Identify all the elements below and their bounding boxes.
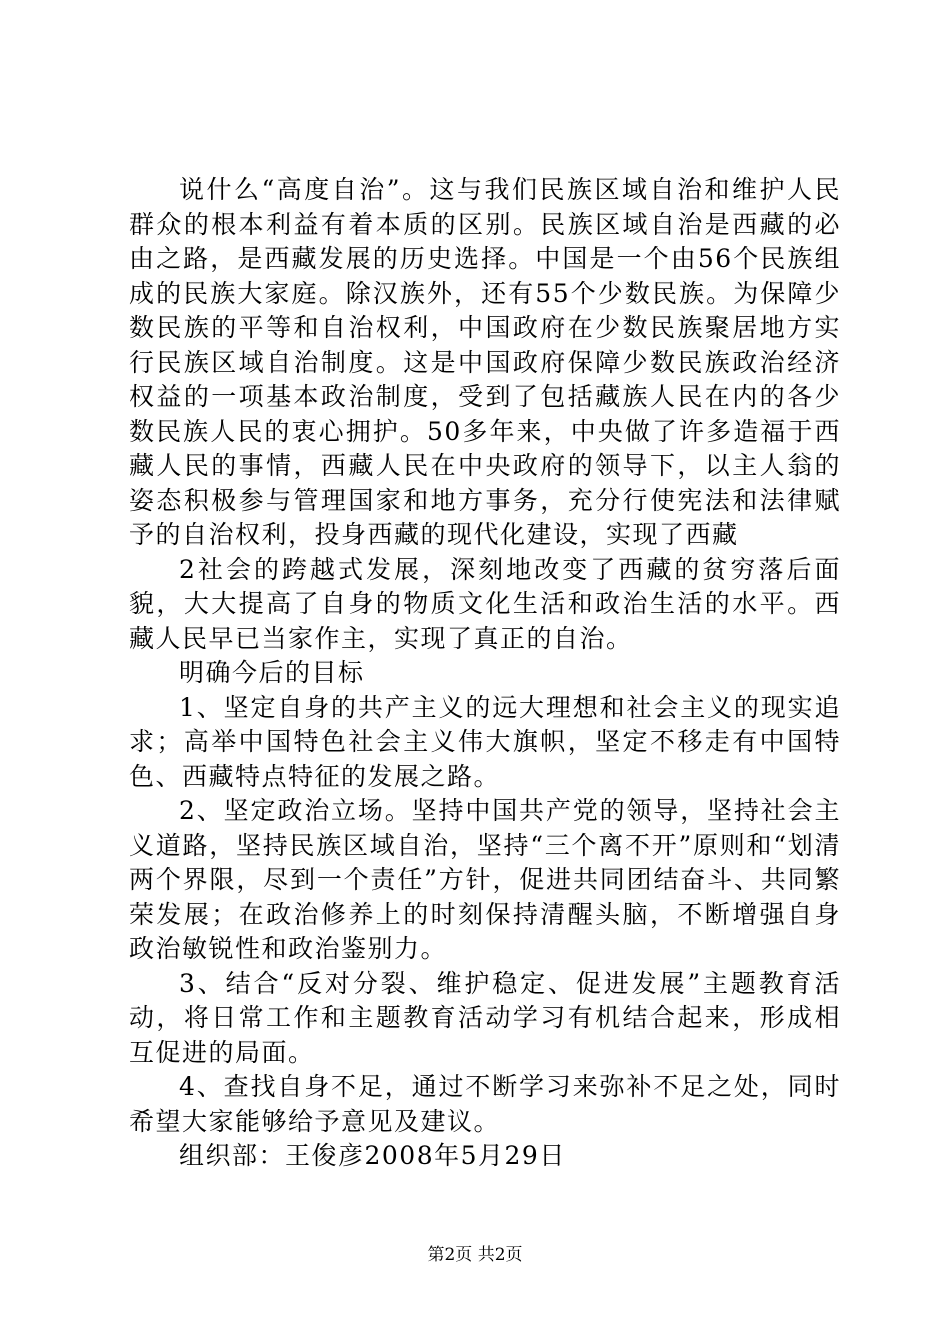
goal-item-4: 4、查找自身不足，通过不断学习来弥补不足之处，同时希望大家能够给予意见及建议。	[129, 1072, 841, 1136]
goal-item-1: 1、坚定自身的共产主义的远大理想和社会主义的现实追求；高举中国特色社会主义伟大旗帜，坚定不移走有中国特色、西藏特点特征的发展之路。	[129, 692, 841, 791]
page-number-footer: 第2页 共2页	[427, 1245, 523, 1265]
paragraph-intro: 说什么“高度自治”。这与我们民族区域自治和维护人民群众的根本利益有着本质的区别。民族区域自治是西藏的必由之路，是西藏发展的历史选择。中国是一个由56个民族组成的民族大家庭。除汉族外，还有55个少数民族。为保障少数民族的平等和自治权利，中国政府在少数民族聚居地方实行民族区域自治制度。这是中国政府保障少数民族政治经济权益的一项基本政治制度，受到了包括藏族人民在内的各少数民族人民的衷心拥护。50多年来，中央做了许多造福于西藏人民的事情，西藏人民在中央政府的领导下，以主人翁的姿态积极参与管理国家和地方事务，充分行使宪法和法律赋予的自治权利，投身西藏的现代化建设，实现了西藏	[129, 175, 841, 549]
document-body	[129, 173, 841, 1174]
goal-item-3: 3、结合“反对分裂、维护稳定、促进发展”主题教育活动，将日常工作和主题教育活动学习有机结合起来，形成相互促进的局面。	[129, 968, 841, 1067]
goal-item-2: 2、坚定政治立场。坚持中国共产党的领导，坚持社会主义道路，坚持民族区域自治，坚持“三个离不开”原则和“划清两个界限，尽到一个责任”方针，促进共同团结奋斗、共同繁荣发展；在政治修养上的时刻保持清醒头脑，不断增强自身政治敏锐性和政治鉴别力。	[129, 796, 841, 963]
paragraph-continuation: 2社会的跨越式发展，深刻地改变了西藏的贫穷落后面貌，大大提高了自身的物质文化生活和政治生活的水平。西藏人民早已当家作主，实现了真正的自治。	[129, 554, 841, 653]
section-heading-goals: 明确今后的目标	[179, 658, 365, 687]
signature-line: 组织部：王俊彦2008年5月29日	[179, 1141, 566, 1170]
